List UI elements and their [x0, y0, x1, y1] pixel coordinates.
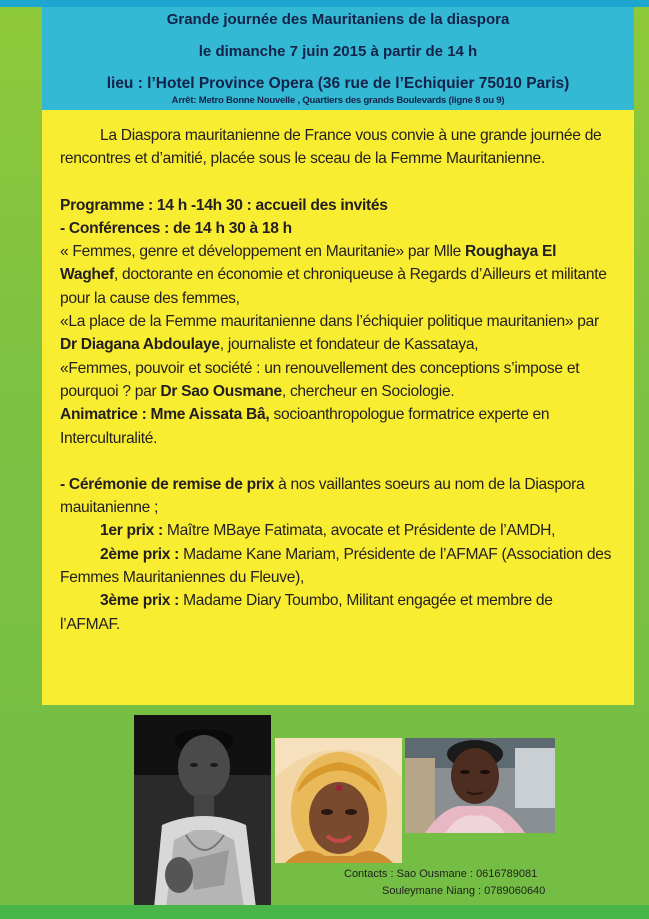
talk-1-bio: , doctorante en économie et chroniqueuse à Regards d’Ailleurs et militante pour la cause des femmes, — [60, 266, 607, 307]
programme-welcome: Programme : 14 h -14h 30 : accueil des invités — [60, 196, 388, 214]
conferences-heading: - Conférences : de 14 h 30 à 18 h — [60, 219, 292, 237]
prize-2-label: 2ème prix : — [100, 545, 180, 563]
talk-1-title: « Femmes, genre et développement en Mauritanie» par Mlle — [60, 243, 466, 261]
prize-3 — [60, 589, 616, 636]
prize-3-text: Madame Diary Toumbo, Militant engagée et membre de l’AFMAF. — [60, 592, 553, 633]
portrait-photo-2 — [275, 738, 402, 863]
prize-2-text: Madame Kane Mariam, Présidente de l’AFMAF (Association des Femmes Mauritaniennes du Fleuve), — [60, 545, 612, 587]
talk-1-speaker: Roughaya El Waghef — [60, 243, 557, 284]
talk-3 — [60, 357, 616, 404]
portrait-photo-1 — [134, 715, 271, 908]
ceremony — [60, 473, 616, 520]
prize-1-label: 1er prix : — [100, 522, 163, 540]
bottom-strip — [0, 905, 649, 919]
contact-line-2: Souleymane Niang : 0789060640 — [382, 885, 546, 897]
event-transport: Arrêt: Metro Bonne Nouvelle , Quartiers des grands Boulevards (ligne 8 ou 9) — [171, 95, 505, 106]
contacts — [330, 866, 630, 900]
intro-paragraph: La Diaspora mauritanienne de France vous convie à une grande journée de rencontres et d’amitié, placée sous le sceau de la Femme Mauritanienne. — [60, 127, 602, 168]
moderator — [60, 403, 616, 450]
prize-1-text: Maître MBaye Fatimata, avocate et Présidente de l’AMDH, — [162, 522, 556, 540]
talk-2 — [60, 310, 616, 357]
prize-1 — [60, 519, 616, 542]
talk-1 — [60, 240, 616, 310]
ceremony-text: à nos vaillantes soeurs au nom de la Diaspora mauitanienne ; — [60, 475, 585, 517]
moderator-bio: socioanthropologue formatrice experte en Interculturalité. — [60, 406, 550, 447]
talk-3-speaker: Dr Sao Ousmane — [160, 382, 282, 400]
event-header — [42, 7, 634, 110]
invitation-body — [42, 110, 634, 705]
talk-3-bio: , chercheur en Sociologie. — [281, 382, 455, 400]
contact-line-1: Contacts : Sao Ousmane : 0616789081 — [344, 868, 538, 880]
event-title: Grande journée des Mauritaniens de la diaspora — [166, 11, 510, 28]
talk-2-speaker: Dr Diagana Abdoulaye — [60, 336, 220, 354]
top-strip — [0, 0, 649, 7]
prize-3-label: 3ème prix : — [100, 592, 180, 610]
talk-2-title: «La place de la Femme mauritanienne dans l’échiquier politique mauritanien» par — [60, 313, 599, 331]
talk-2-bio: , journaliste et fondateur de Kassataya, — [219, 336, 479, 354]
moderator-label: Animatrice : Mme Aissata Bâ, — [60, 406, 270, 424]
event-date: le dimanche 7 juin 2015 à partir de 14 h — [198, 43, 478, 60]
prize-2 — [60, 543, 616, 590]
ceremony-label: - Cérémonie de remise de prix — [60, 475, 275, 493]
event-venue: lieu : l’Hotel Province Opera (36 rue de l’Echiquier 75010 Paris) — [106, 75, 570, 92]
talk-3-title: «Femmes, pouvoir et société : un renouvellement des conceptions s’impose et pourquoi ? par — [60, 359, 580, 400]
portrait-photo-3 — [405, 738, 555, 833]
